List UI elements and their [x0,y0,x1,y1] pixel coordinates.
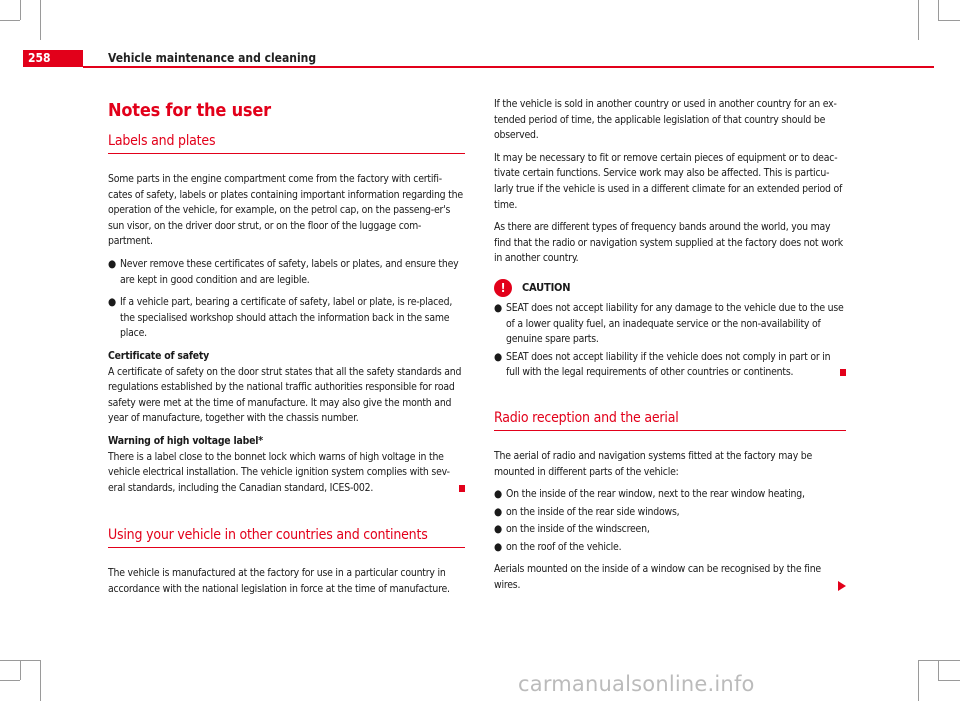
running-header-title: Vehicle maintenance and cleaning [108,51,317,65]
section-end-marker [840,369,846,376]
crop-mark [0,680,20,681]
subsection-heading-labels: Labels and plates [108,132,465,154]
list-item: ● Never remove these certificates of safety, labels or plates, and ensure they are kept in good condition and are legible. [108,257,459,286]
watermark: carmanualsonline.info [518,672,755,696]
crop-mark [0,660,40,661]
bullet-icon: ● [494,350,502,363]
bullet-icon: ● [494,540,502,553]
paragraph: Some parts in the engine compartment come from the factory with certifi-cates of safety, labels or plates containing important information regarding the operation of the vehicle, for example, on the petrol cap, on the passeng-er's sun visor, on the driver door strut, or on the floor of the luggage com-partment. [108,173,463,248]
paragraph: As there are different types of frequency bands around the world, you may find that the radio or navigation system supplied at the factory does not work in another country. [494,221,843,265]
crop-mark [938,680,960,681]
crop-mark [20,660,21,680]
paragraph: There is a label close to the bonnet lock which warns of high voltage in the vehicle electrical installation. The vehicle ignition system complies with sev-eral standards, including the Canadian standard, ICES-002. [108,450,465,497]
subheading-high-voltage: Warning of high voltage label* [108,434,263,447]
page-number: 258 [28,51,51,65]
bullet-icon: ● [494,505,502,518]
continue-arrow-icon [838,581,846,591]
crop-mark [20,0,21,20]
bullet-icon: ● [494,301,502,314]
crop-mark [938,0,939,20]
crop-mark [918,0,919,40]
subheading-certificate: Certificate of safety [108,349,210,362]
list-item: ● SEAT does not accept liability if the vehicle does not comply in part or in full with the legal requirements of other countries or continents. [494,350,846,381]
crop-mark [40,0,41,40]
header-rule [83,66,934,68]
crop-mark [938,660,939,680]
bullet-icon: ● [108,257,116,270]
paragraph: A certificate of safety on the door strut states that all the safety standards and regulations established by the national traffic authorities responsible for road safety were met at the time of manufacture. It may also give the month and year of manufacture, together with the chassis number. [108,365,462,425]
list-item: ● on the inside of the rear side windows, [494,505,846,521]
list-item: ● on the roof of the vehicle. [494,540,846,556]
left-column [108,90,465,604]
crop-mark [918,660,960,661]
subsection-heading-countries: Using your vehicle in other countries and continents [108,526,465,548]
section-heading: Notes for the user [108,100,271,121]
paragraph: Aerials mounted on the inside of a window can be recognised by the fine wires. [494,562,846,593]
crop-mark [918,660,919,701]
crop-mark [40,660,41,701]
bullet-icon: ● [108,296,116,309]
caution-header [494,279,846,297]
paragraph: It may be necessary to fit or remove certain pieces of equipment or to deac-tivate certain functions. Service work may also be affected. This is particu-larly true if the vehicle is used in a different climate for an extended period of time. [494,151,843,211]
subsection-heading-radio: Radio reception and the aerial [494,409,846,431]
crop-mark [0,20,20,21]
list-item: ● On the inside of the rear window, next to the rear window heating, [494,487,846,503]
crop-mark [938,20,960,21]
bullet-icon: ● [494,488,502,501]
warning-icon: ! [494,279,512,297]
paragraph: If the vehicle is sold in another country or used in another country for an ex-tended period of time, the applicable legislation of that country should be observed. [494,98,837,142]
paragraph: The aerial of radio and navigation systems fitted at the factory may be mounted in different parts of the vehicle: [494,449,813,478]
right-column [494,97,846,601]
list-item: ● on the inside of the windscreen, [494,522,846,538]
list-item: ● SEAT does not accept liability for any damage to the vehicle due to the use of a lower quality fuel, an inadequate service or the non-availability of genuine spare parts. [494,301,844,346]
paragraph: The vehicle is manufactured at the factory for use in a particular country in accordance with the national legislation in force at the time of manufacture. [108,567,450,595]
caution-label: CAUTION [522,281,571,295]
section-end-marker [459,485,465,492]
bullet-icon: ● [494,523,502,536]
list-item: ● If a vehicle part, bearing a certificate of safety, label or plate, is re-placed, the specialised workshop should attach the information back in the same place. [108,296,453,340]
